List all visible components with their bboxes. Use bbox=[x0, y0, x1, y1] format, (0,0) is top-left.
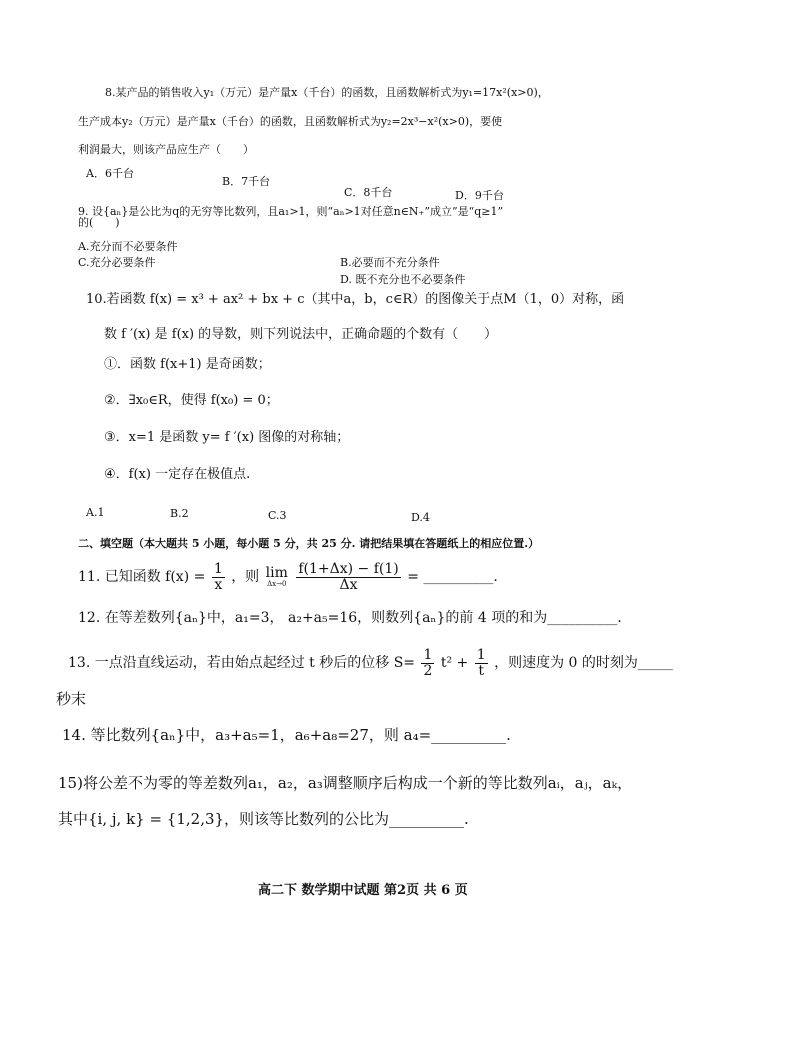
q9-line1: 9. 设{aₙ}是公比为q的无穷等比数列，且a₁>1，则“aₙ>1对任意n∈N₊”成立”是“q≥1” bbox=[78, 205, 504, 218]
q11-limit-word: lim bbox=[265, 564, 288, 581]
q11-limit-fraction bbox=[296, 562, 400, 592]
q13-fraction-2 bbox=[475, 648, 488, 678]
q15-line2: 其中{i, j, k} = {1,2,3}，则该等比数列的公比为__________. bbox=[58, 810, 469, 828]
q9-option-d: D. 既不充分也不必要条件 bbox=[340, 273, 466, 286]
q13-fraction-1-numerator: 1 bbox=[423, 647, 433, 663]
q10-line1: 10.若函数 f(x) = x³ + ax² + bx + c（其中a，b，c∈R）的图像关于点M（1，0）对称，函 bbox=[86, 292, 625, 307]
q8-line2: 生产成本y₂（万元）是产量x（千台）的函数，且函数解析式为y₂=2x³−x²(x>0)，要使 bbox=[78, 115, 503, 128]
q8-option-d: D．9千台 bbox=[455, 189, 504, 202]
q14-line: 14. 等比数列{aₙ}中，a₃+a₅=1，a₆+a₈=27，则 a₄=__________. bbox=[62, 726, 511, 744]
q13-line2: 秒末 bbox=[56, 690, 87, 708]
q11-limit-subscript: Δx→0 bbox=[267, 580, 287, 589]
q10-statement-1: ①．函数 f(x+1) 是奇函数； bbox=[104, 357, 271, 372]
q9-option-a: A.充分而不必要条件 bbox=[78, 240, 178, 253]
q8-option-a: A．6千台 bbox=[86, 167, 134, 180]
q10-option-a: A.1 bbox=[86, 506, 105, 519]
q8-line1: 8.某产品的销售收入y₁（万元）是产量x（千台）的函数，且函数解析式为y₁=17x²(x>0)， bbox=[105, 86, 549, 99]
page-footer: 高二下 数学期中试题 第2页 共 6 页 bbox=[258, 883, 468, 898]
q13-prefix: 13. 一点沿直线运动，若由始点起经过 t 秒后的位移 S= bbox=[68, 655, 416, 672]
q10-option-b: B.2 bbox=[170, 507, 189, 520]
q11-suffix: = __________. bbox=[407, 569, 498, 586]
q13-fraction-1 bbox=[421, 648, 434, 678]
q13-fraction-2-denominator: t bbox=[478, 662, 484, 679]
q12-line: 12. 在等差数列{aₙ}中，a₁=3， a₂+a₅=16，则数列{aₙ}的前 4 项的和为__________. bbox=[78, 610, 622, 626]
q13-mid: t² + bbox=[440, 655, 469, 672]
q13-fraction-1-denominator: 2 bbox=[423, 662, 433, 679]
section-2-title: 二、填空题（本大题共 5 小题，每小题 5 分，共 25 分. 请把结果填在答题纸上的相应位置.） bbox=[78, 537, 540, 550]
q9-line2: 的( ) bbox=[78, 216, 120, 229]
q15-line1: 15)将公差不为零的等差数列a₁，a₂，a₃调整顺序后构成一个新的等比数列aᵢ，aⱼ，aₖ， bbox=[58, 774, 633, 792]
q9-option-c: C.充分必要条件 bbox=[78, 256, 156, 269]
q11-fraction bbox=[212, 562, 225, 592]
q9-option-b: B.必要而不充分条件 bbox=[340, 256, 440, 269]
q10-statement-4: ④．f(x) 一定存在极值点. bbox=[104, 467, 251, 482]
q13-line1 bbox=[68, 648, 673, 678]
q13-fraction-2-numerator: 1 bbox=[476, 647, 486, 663]
q10-option-c: C.3 bbox=[268, 509, 287, 522]
q11-prefix: 11. 已知函数 f(x) = bbox=[78, 569, 206, 586]
q11-line bbox=[78, 562, 498, 592]
q11-fraction-numerator: 1 bbox=[213, 561, 223, 577]
q8-option-b: B．7千台 bbox=[222, 175, 271, 188]
q13-suffix: ，则速度为 0 的时刻为_____ bbox=[494, 655, 673, 672]
q10-line2: 数 f ′(x) 是 f(x) 的导数，则下列说法中，正确命题的个数有（ ） bbox=[104, 327, 498, 342]
q10-statement-2: ②．∃x₀∈R，使得 f(x₀) = 0； bbox=[104, 393, 279, 408]
q11-mid: ，则 bbox=[231, 569, 260, 586]
q11-fraction-denominator: x bbox=[214, 576, 223, 593]
q8-option-c: C．8千台 bbox=[344, 186, 393, 199]
q11-limit bbox=[266, 566, 288, 588]
q10-statement-3: ③．x=1 是函数 y= f ′(x) 图像的对称轴； bbox=[104, 430, 350, 445]
q10-option-d: D.4 bbox=[411, 511, 430, 524]
q8-line3: 利润最大，则该产品应生产（ ） bbox=[78, 143, 254, 156]
q11-limit-numerator: f(1+Δx) − f(1) bbox=[298, 561, 399, 577]
q11-limit-denominator: Δx bbox=[339, 576, 358, 593]
